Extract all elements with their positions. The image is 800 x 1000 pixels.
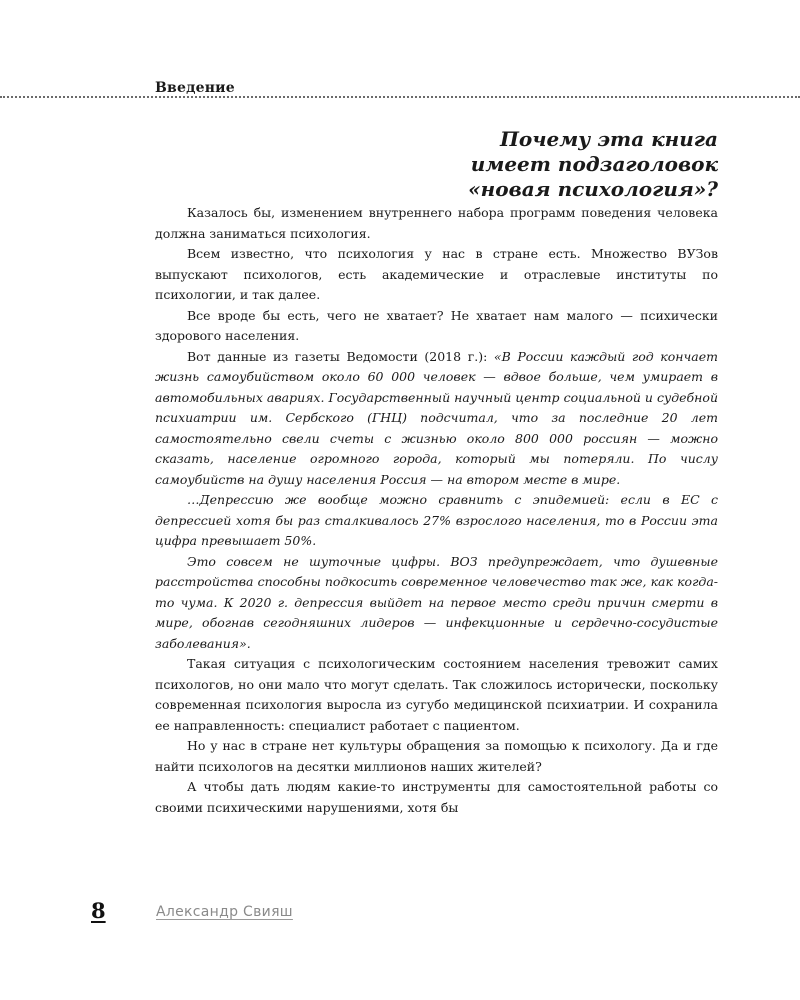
paragraph-text: Вот данные из газеты Ведомости (2018 г.): (187, 348, 494, 364)
paragraph (155, 306, 718, 347)
paragraph (155, 777, 718, 818)
quote-text: …Депрессию же вообще можно сравнить с эпидемией: если в ЕС с депрессией хотя бы раз сталкивалось 27% взрослого населения, то в России эта цифра превышает 50%. (155, 492, 718, 548)
quote-text: «В России каждый год кончает жизнь самоубийством около 60 000 человек — вдвое больше, чем умирает в автомобильных авариях. Государственный научный центр социальной и судебной психиатрии им. Сербского (ГНЦ) подсчитал, что за последние 20 лет самостоятельно свели счеты с жизнью около 800 000 россиян — можно сказать, население огромного города, который мы потеряли. По числу самоубийств на душу населения Россия — на втором месте в мире. (155, 348, 718, 487)
footer-author: Александр Свияш (156, 904, 293, 920)
paragraph-text: Такая ситуация с психологическим состоянием населения тревожит самих психологов, но они мало что могут сделать. Так сложилось исторически, поскольку современная психология выросла из сугубо медицинской психиатрии. И сохранила ее направленность: специалист работает с пациентом. (155, 656, 718, 733)
body-text (155, 203, 718, 818)
section-title-line: «новая психология»? (468, 177, 718, 201)
header-divider (0, 96, 800, 98)
paragraph (155, 736, 718, 777)
quote-text: Это совсем не шуточные цифры. ВОЗ предупреждает, что душевные расстройства способны подкосить современное человечество так же, как когда-то чума. К 2020 г. депрессия выйдет на первое место среди причин смерти в мире, обогнав сегодняшних лидеров — инфекционные и сердечно-сосудистые заболевания». (155, 553, 718, 651)
paragraph (155, 347, 718, 491)
paragraph-text: Все вроде бы есть, чего не хватает? Не хватает нам малого — психически здорового населения. (155, 307, 718, 343)
paragraph (155, 654, 718, 736)
paragraph-text: Казалось бы, изменением внутреннего набора программ поведения человека должна заниматься психология. (155, 205, 718, 241)
paragraph (155, 203, 718, 244)
paragraph (155, 490, 718, 552)
paragraph (155, 552, 718, 655)
running-header: Введение (155, 80, 235, 96)
paragraph (155, 244, 718, 306)
section-title-line: имеет подзаголовок (470, 152, 718, 176)
paragraph-text: А чтобы дать людям какие-то инструменты для самостоятельной работы со своими психическими нарушениями, хотя бы (155, 779, 718, 815)
section-title (468, 127, 718, 202)
paragraph-text: Но у нас в стране нет культуры обращения за помощью к психологу. Да и где найти психологов на десятки миллионов наших жителей? (155, 738, 718, 774)
paragraph-text: Всем известно, что психология у нас в стране есть. Множество ВУЗов выпускают психологов, есть академические и отраслевые институты по психологии, и так далее. (155, 246, 718, 302)
section-title-line: Почему эта книга (499, 127, 718, 151)
page-number: 8 (91, 898, 106, 923)
